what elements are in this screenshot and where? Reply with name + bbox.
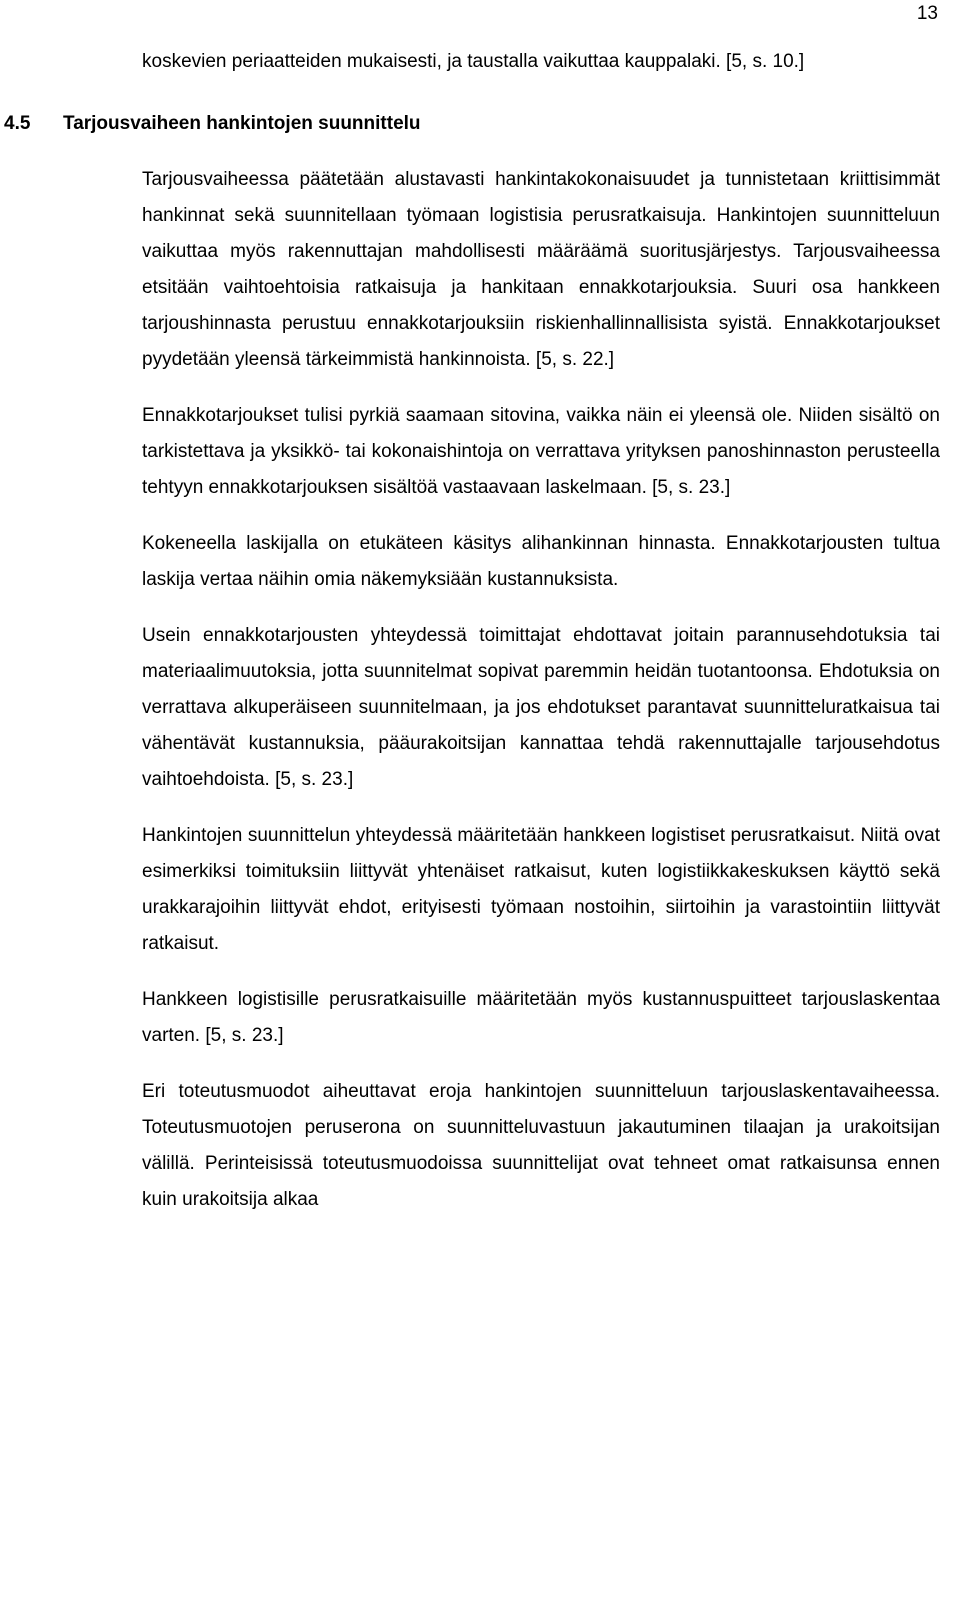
paragraph: Hankintojen suunnittelun yhteydessä määritetään hankkeen logistiset perusratkaisut. Niitä ovat esimerkiksi toimituksiin liittyvät yhtenäiset ratkaisut, kuten logistiikkakeskuksen käyttö sekä urakkarajoihin liittyvät ehdot, erityisesti työmaan nostoihin, siirtoihin ja varastointiin liittyvät ratkaisut.	[142, 825, 940, 954]
paragraph: Ennakkotarjoukset tulisi pyrkiä saamaan sitovina, vaikka näin ei yleensä ole. Niiden sisältö on tarkistettava ja yksikkö- tai kokonaishintoja on verrattava yrityksen panoshinnaston perusteella tehtyyn ennakkotarjouksen sisältöä vastaavaan laskelmaan. [5, s. 23.]	[142, 405, 940, 498]
document-body	[4, 44, 940, 1238]
section-number: 4.5	[4, 113, 31, 134]
paragraph-continuation: koskevien periaatteiden mukaisesti, ja taustalla vaikuttaa kauppalaki. [5, s. 10.]	[142, 51, 805, 72]
paragraph: Hankkeen logistisille perusratkaisuille määritetään myös kustannuspuitteet tarjouslaskentaa varten. [5, s. 23.]	[142, 989, 940, 1046]
paragraph: Usein ennakkotarjousten yhteydessä toimittajat ehdottavat joitain parannusehdotuksia tai materiaalimuutoksia, jotta suunnitelmat sopivat paremmin heidän tuotantoonsa. Ehdotuksia on verrattava alkuperäiseen suunnitelmaan, ja jos ehdotukset parantavat suunnitteluratkaisua tai vähentävät kustannuksia, pääurakoitsijan kannattaa tehdä rakennuttajalle tarjousehdotus vaihtoehdoista. [5, s. 23.]	[142, 625, 940, 790]
section-title: Tarjousvaiheen hankintojen suunnittelu	[63, 113, 421, 134]
page-number: 13	[916, 3, 938, 24]
section-heading	[4, 106, 940, 142]
paragraph: Tarjousvaiheessa päätetään alustavasti hankintakokonaisuudet ja tunnistetaan kriittisimmät hankinnat sekä suunnitellaan työmaan logistisia perusratkaisuja. Hankintojen suunnitteluun vaikuttaa myös rakennuttajan mahdollisesti määräämä suoritusjärjestys. Tarjousvaiheessa etsitään vaihtoehtoisia ratkaisuja ja hankitaan ennakkotarjouksia. Suuri osa hankkeen tarjoushinnasta perustuu ennakkotarjouksiin riskienhallinnallisista syistä. Ennakkotarjoukset pyydetään yleensä tärkeimmistä hankinnoista. [5, s. 22.]	[142, 169, 940, 370]
paragraph: Kokeneella laskijalla on etukäteen käsitys alihankinnan hinnasta. Ennakkotarjousten tultua laskija vertaa näihin omia näkemyksiään kustannuksista.	[142, 533, 940, 590]
paragraph: Eri toteutusmuodot aiheuttavat eroja hankintojen suunnitteluun tarjouslaskentavaiheessa. Toteutusmuotojen peruserona on suunnitteluvastuun jakautuminen tilaajan ja urakoitsijan välillä. Perinteisissä toteutusmuodoissa suunnittelijat ovat tehneet omat ratkaisunsa ennen kuin urakoitsija alkaa	[142, 1081, 940, 1210]
